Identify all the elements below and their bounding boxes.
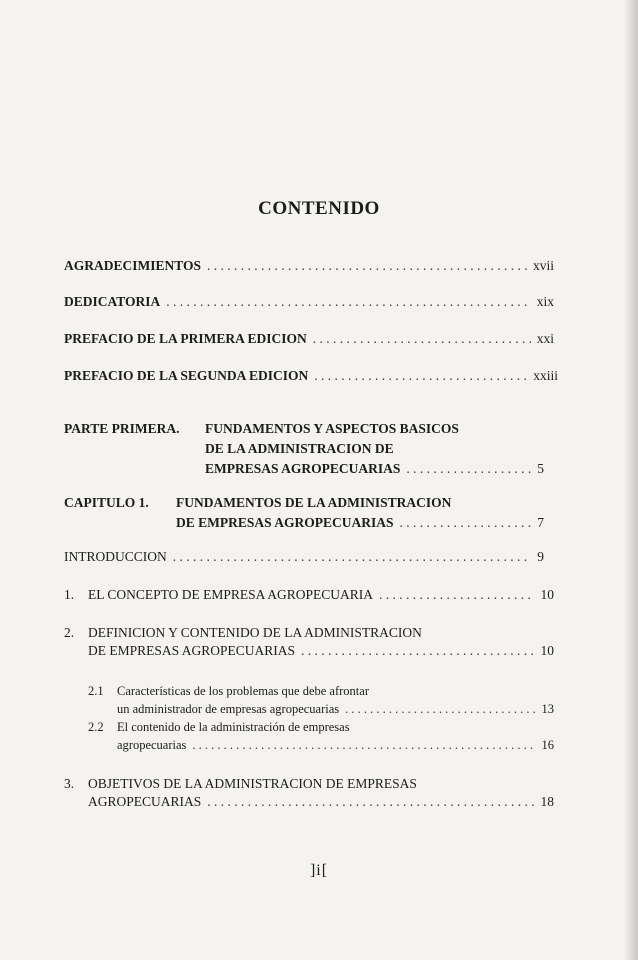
toc-page-number: 10 (540, 587, 554, 602)
toc-entry-subsection-2-1 (117, 702, 554, 717)
capitulo-title-line-2 (176, 515, 544, 531)
toc-page-number: xxi (536, 331, 554, 346)
dot-leader (301, 643, 534, 659)
capitulo-title-line-1: FUNDAMENTOS DE LA ADMINISTRACION (176, 495, 452, 510)
toc-entry-section-1 (88, 587, 554, 603)
toc-page-number: 7 (537, 515, 544, 530)
page-edge-shadow (624, 0, 638, 960)
toc-entry-label: un administrador de empresas agropecuarias (117, 702, 340, 716)
toc-entry-section-3 (88, 794, 554, 810)
toc-page-number: xvii (532, 258, 554, 273)
toc-entry-introduccion (64, 549, 544, 565)
dot-leader (400, 515, 532, 531)
section-3-line-1: OBJETIVOS DE LA ADMINISTRACION DE EMPRESAS (88, 776, 417, 791)
dot-leader (314, 368, 527, 384)
capitulo-label: CAPITULO 1. (64, 495, 149, 510)
parte-title-line-2: DE LA ADMINISTRACION DE (205, 441, 394, 456)
toc-entry-dedicatoria (64, 294, 554, 310)
toc-page-number: 9 (537, 549, 544, 564)
dot-leader (207, 794, 534, 810)
toc-entry-label: agropecuarias (117, 738, 187, 752)
toc-entry-prefacio-segunda (64, 368, 558, 384)
toc-page-number: 10 (540, 643, 554, 658)
dot-leader (379, 587, 534, 603)
parte-title-line-3 (205, 461, 544, 477)
toc-entry-label: INTRODUCCION (64, 549, 167, 564)
dot-leader (207, 258, 527, 274)
parte-label: PARTE PRIMERA. (64, 421, 180, 436)
toc-page-number: xix (536, 294, 554, 309)
subsection-number: 2.1 (88, 684, 104, 698)
subsection-2-1-line-1: Características de los problemas que debe afrontar (117, 684, 369, 698)
page-number-footer: ]i[ (309, 862, 329, 879)
page-title: CONTENIDO (258, 198, 380, 219)
toc-entry-label: DEDICATORIA (64, 294, 161, 309)
dot-leader (345, 702, 535, 717)
toc-entry-label: AGRADECIMIENTOS (64, 258, 202, 273)
toc-entry-label: PREFACIO DE LA PRIMERA EDICION (64, 331, 307, 346)
dot-leader (192, 738, 535, 753)
parte-title-line-1: FUNDAMENTOS Y ASPECTOS BASICOS (205, 421, 459, 436)
dot-leader (166, 294, 530, 310)
dot-leader (313, 331, 531, 347)
toc-page-number: xxiii (533, 368, 558, 383)
toc-page-number: 18 (540, 794, 554, 809)
subsection-2-2-line-1: El contenido de la administración de empresas (117, 720, 350, 734)
toc-page-number: 5 (537, 461, 544, 476)
toc-entry-label: DE EMPRESAS AGROPECUARIAS (88, 643, 296, 658)
toc-entry-agradecimientos (64, 258, 554, 274)
section-number: 2. (64, 625, 75, 640)
toc-entry-label: AGROPECUARIAS (88, 794, 202, 809)
section-number: 3. (64, 776, 75, 791)
parte-title-text: EMPRESAS AGROPECUARIAS (205, 461, 401, 476)
toc-page-number: 13 (541, 702, 554, 716)
dot-leader (173, 549, 532, 565)
subsection-number: 2.2 (88, 720, 104, 734)
toc-entry-subsection-2-2 (117, 738, 554, 753)
toc-entry-label: EL CONCEPTO DE EMPRESA AGROPECUARIA (88, 587, 374, 602)
dot-leader (406, 461, 531, 477)
toc-entry-prefacio-primera (64, 331, 554, 347)
capitulo-title-text: DE EMPRESAS AGROPECUARIAS (176, 515, 394, 530)
toc-page-number: 16 (541, 738, 554, 752)
section-2-line-1: DEFINICION Y CONTENIDO DE LA ADMINISTRACION (88, 625, 422, 640)
toc-entry-section-2 (88, 643, 554, 659)
section-number: 1. (64, 587, 75, 602)
toc-entry-label: PREFACIO DE LA SEGUNDA EDICION (64, 368, 309, 383)
